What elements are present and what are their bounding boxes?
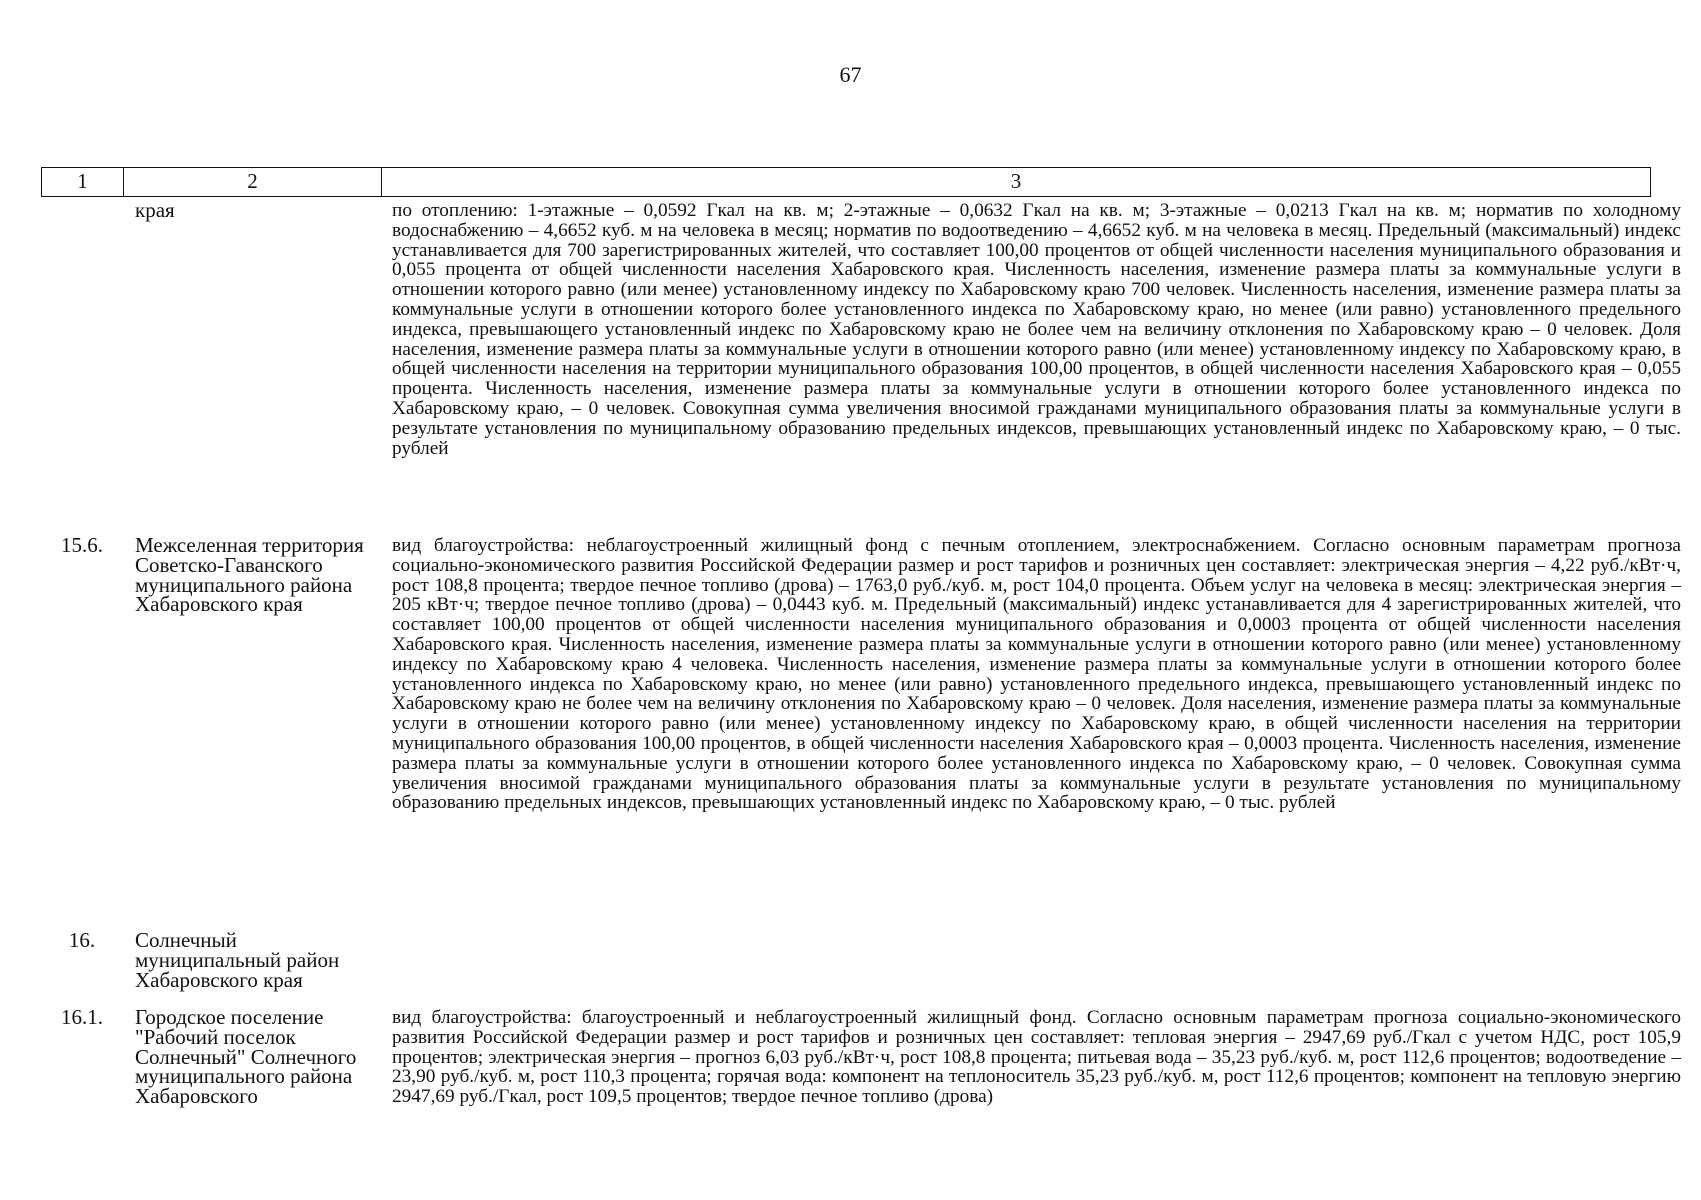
row-number: 16.1. <box>61 1005 103 1029</box>
row-name: Солнечный муниципальный район Хабаровского края <box>135 928 340 992</box>
row-name: Городское поселение "Рабочий поселок Солнечный" Солнечного муниципального района Хабаровского <box>135 1005 357 1109</box>
header-col-1: 1 <box>42 168 124 196</box>
row-name: края <box>135 198 175 222</box>
table-header <box>41 167 1651 197</box>
row-description: вид благоустройства: неблагоустроенный жилищный фонд с печным отоплением, электроснабжением. Согласно основным параметрам прогноза социально-экономического развития Российской Федерации размер и рост тарифов и розничных цен составляет: электрическая энергия – 4,22 руб./кВт·ч, рост 108,8 процента; твердое печное топливо (дрова) – 1763,0 руб./куб. м, рост 104,0 процента. Объем услуг на человека в месяц: электрическая энергия – 205 кВт·ч; твердое печное топливо (дрова) – 0,0443 куб. м. Предельный (максимальный) индекс устанавливается для 4 зарегистрированных жителей, что составляет 100,00 процентов от общей численности населения муниципального образования и 0,0003 процента от общей численности населения Хабаровского края. Численность населения, изменение размера платы за коммунальные услуги в отношении которого равно (или менее) установленному индексу по Хабаровскому краю 4 человека. Численность населения, изменение размера платы за коммунальные услуги в отношении которого более установленного индекса по Хабаровскому краю, но менее (или равно) установленного предельного индекса, превышающего установленный индекс по Хабаровскому краю не более чем на величину отклонения по Хабаровскому краю – 0 человек. Доля населения, изменение размера платы за коммунальные услуги в отношении которого равно (или менее) установленному индексу по Хабаровскому краю, в общей численности населения на территории муниципального образования 100,00 процентов, в общей численности населения Хабаровского края – 0,0003 процента. Численность населения, изменение размера платы за коммунальные услуги в отношении которого более установленного индекса по Хабаровскому краю, – 0 человек. Совокупная сумма увеличения вносимой гражданами муниципального образования платы за коммунальные услуги в результате установления по муниципальному образованию предельных индексов, превышающих установленный индекс по Хабаровскому краю, – 0 тыс. рублей <box>392 535 1681 814</box>
row-name: Межселенная территория Советско-Гаванского муниципального района Хабаровского края <box>135 533 364 617</box>
row-number: 15.6. <box>61 533 103 557</box>
row-description: по отоплению: 1-этажные – 0,0592 Гкал на кв. м; 2-этажные – 0,0632 Гкал на кв. м; 3-этажные – 0,0213 Гкал на кв. м; норматив по холодному водоснабжению – 4,6652 куб. м на человека в месяц; норматив по водоотведению – 4,6652 куб. м на человека в месяц. Предельный (максимальный) индекс устанавливается для 700 зарегистрированных жителей, что составляет 100,00 процентов от общей численности населения муниципального образования и 0,055 процента от общей численности населения Хабаровского края. Численность населения, изменение размера платы за коммунальные услуги в отношении которого равно (или менее) установленному индексу по Хабаровскому краю 700 человек. Численность населения, изменение размера платы за коммунальные услуги в отношении которого более установленного индекса по Хабаровскому краю, но менее (или равно) установленного предельного индекса, превышающего установленный индекс по Хабаровскому краю не более чем на величину отклонения по Хабаровскому краю – 0 человек. Доля населения, изменение размера платы за коммунальные услуги в отношении которого равно (или менее) установленному индексу по Хабаровскому краю, в общей численности населения на территории муниципального образования 100,00 процентов, в общей численности населения Хабаровского края – 0,055 процента. Численность населения, изменение размера платы за коммунальные услуги в отношении которого более установленного индекса по Хабаровскому краю, – 0 человек. Совокупная сумма увеличения вносимой гражданами муниципального образования платы за коммунальные услуги в результате установления по муниципальному образованию предельных индексов, превышающих установленный индекс по Хабаровскому краю, – 0 тыс. рублей <box>392 200 1681 459</box>
header-col-2: 2 <box>124 168 382 196</box>
page-number: 67 <box>839 62 862 87</box>
row-description: вид благоустройства: благоустроенный и неблагоустроенный жилищный фонд. Согласно основным параметрам прогноза социально-экономического развития Российской Федерации размер и рост тарифов и розничных цен составляет: тепловая энергия – 2947,69 руб./Гкал с учетом НДС, рост 105,9 процентов; электрическая энергия – прогноз 6,03 руб./кВт·ч, рост 108,8 процента; питьевая вода – 35,23 руб./куб. м, рост 112,6 процентов; водоотведение – 23,90 руб./куб. м, рост 110,3 процента; горячая вода: компонент на теплоноситель 35,23 руб./куб. м, рост 112,6 процентов; компонент на тепловую энергию 2947,69 руб./Гкал, рост 109,5 процентов; твердое печное топливо (дрова) <box>392 1007 1681 1108</box>
header-col-3: 3 <box>1010 169 1022 193</box>
row-number: 16. <box>68 928 96 952</box>
